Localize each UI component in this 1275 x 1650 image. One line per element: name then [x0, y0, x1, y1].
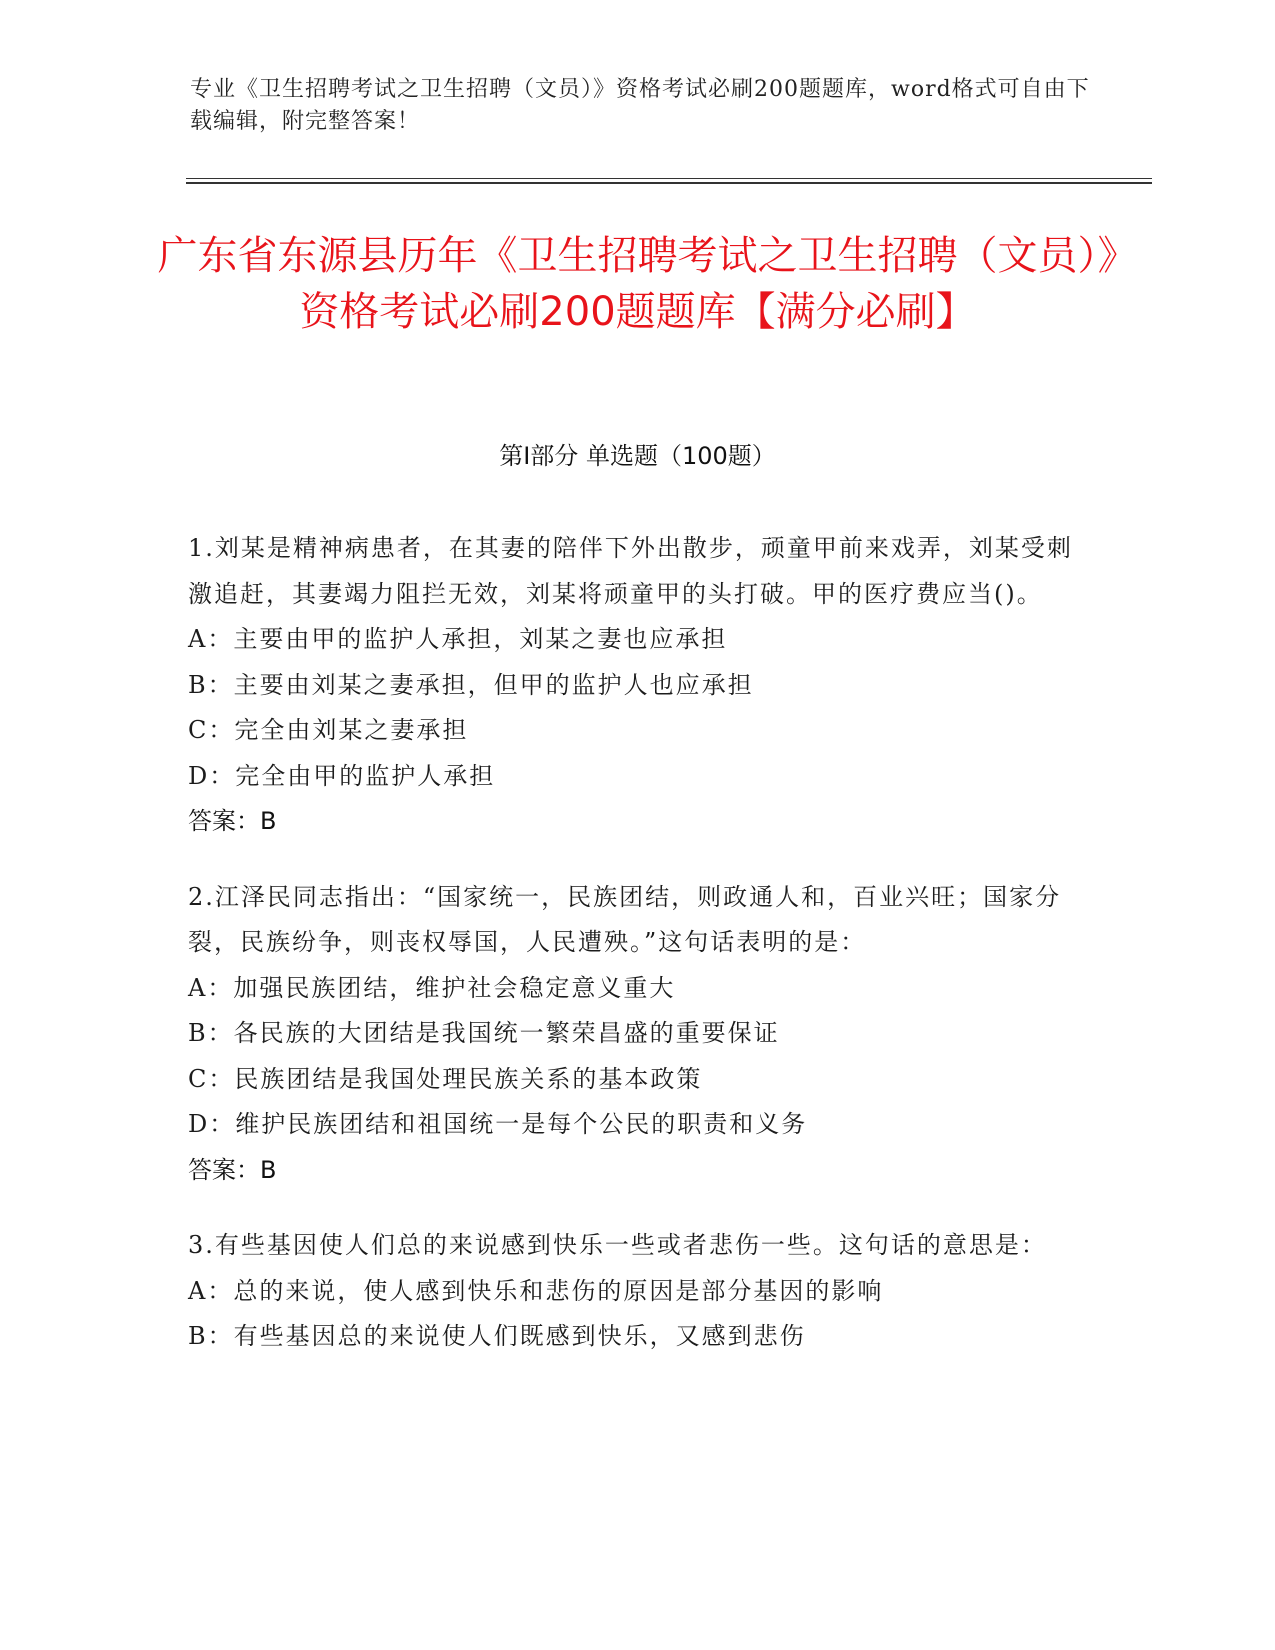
- option-b: B：主要由刘某之妻承担，但甲的监护人也应承担: [188, 670, 754, 699]
- section-title: 第Ⅰ部分 单选题（100题）: [499, 442, 776, 470]
- document-title: 广东省东源县历年《卫生招聘考试之卫生招聘（文员）》资格考试必刷200题题库【满分必刷】: [157, 233, 1118, 335]
- header-divider: [186, 178, 1152, 184]
- question-list: [188, 526, 1088, 1390]
- option-c: C：民族团结是我国处理民族关系的基本政策: [188, 1064, 703, 1093]
- question-text: 3.有些基因使人们总的来说感到快乐一些或者悲伤一些。这句话的意思是：: [188, 1231, 1047, 1259]
- option-b: B：有些基因总的来说使人们既感到快乐，又感到悲伤: [188, 1322, 806, 1350]
- question-3: [188, 1223, 1088, 1360]
- question-2: [188, 875, 1088, 1194]
- question-text: 1.刘某是精神病患者，在其妻的陪伴下外出散步，顽童甲前来戏弄，刘某受刺激追赶，其妻竭力阻拦无效，刘某将顽童甲的头打破。甲的医疗费应当()。: [188, 534, 1073, 608]
- option-a: A：总的来说，使人感到快乐和悲伤的原因是部分基因的影响: [188, 1276, 884, 1305]
- question-1: [188, 526, 1088, 845]
- option-a: A：主要由甲的监护人承担，刘某之妻也应承担: [188, 625, 728, 653]
- option-a: A：加强民族团结，维护社会稳定意义重大: [188, 973, 676, 1002]
- option-d: D：维护民族团结和祖国统一是每个公民的职责和义务: [188, 1110, 808, 1138]
- option-c: C：完全由刘某之妻承担: [188, 716, 469, 744]
- header-note: 专业《卫生招聘考试之卫生招聘（文员）》资格考试必刷200题题库，word格式可自由下载编辑，附完整答案！: [190, 77, 1090, 134]
- answer: 答案：B: [188, 1155, 277, 1184]
- answer: 答案：B: [188, 807, 277, 835]
- question-text: 2.江泽民同志指出：“国家统一，民族团结，则政通人和，百业兴旺；国家分裂，民族纷争，则丧权辱国，人民遭殃。”这句话表明的是：: [188, 882, 1062, 956]
- option-b: B：各民族的大团结是我国统一繁荣昌盛的重要保证: [188, 1019, 780, 1047]
- option-d: D：完全由甲的监护人承担: [188, 761, 496, 790]
